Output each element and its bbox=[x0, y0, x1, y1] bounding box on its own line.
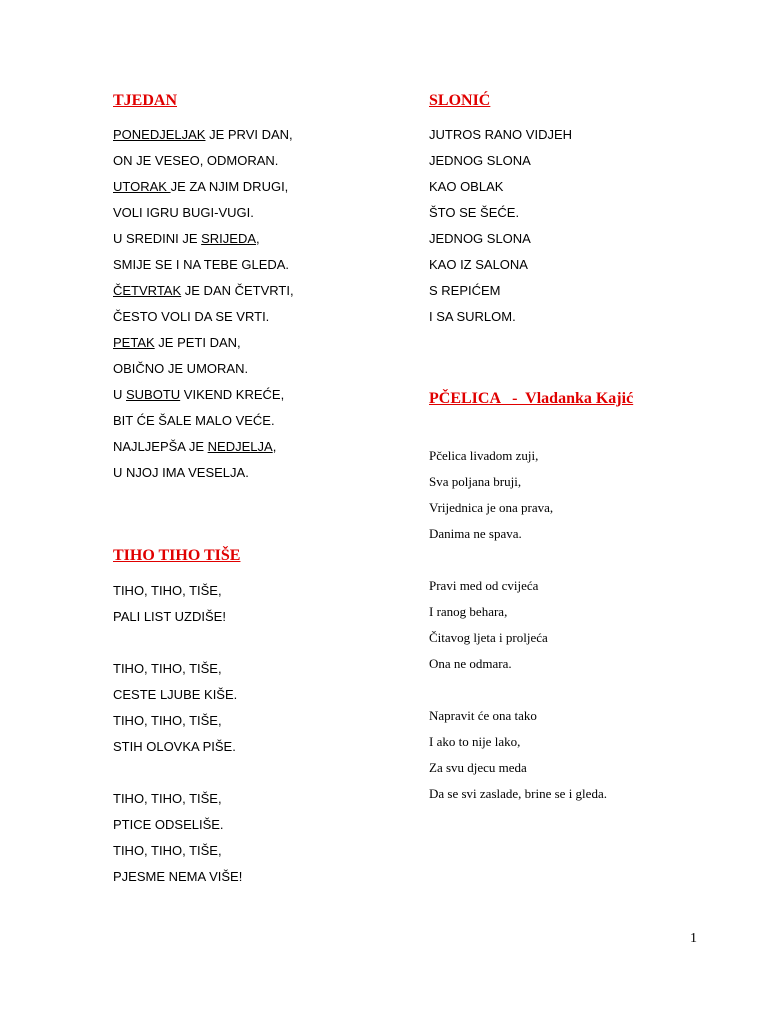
poem-line: Pravi med od cvijeća bbox=[429, 578, 539, 593]
poem-line: ŠTO SE ŠEĆE. bbox=[429, 205, 520, 220]
poem-title-slonic: SLONIĆ bbox=[429, 92, 491, 109]
poem-body-pcelica bbox=[429, 443, 607, 807]
poem-line: U SREDINI JE SRIJEDA, bbox=[113, 231, 260, 246]
poem-line: TIHO, TIHO, TIŠE, bbox=[113, 583, 222, 598]
poem-line: U NJOJ IMA VESELJA. bbox=[113, 465, 249, 480]
poem-line: ČETVRTAK JE DAN ČETVRTI, bbox=[113, 283, 294, 298]
poem-line: JEDNOG SLONA bbox=[429, 231, 531, 246]
poem-title-pcelica: PČELICA - Vladanka Kajić bbox=[429, 390, 634, 407]
poem-line: TIHO, TIHO, TIŠE, bbox=[113, 661, 222, 676]
poem-title-tjedan: TJEDAN bbox=[113, 92, 178, 109]
poem-line: Vrijednica je ona prava, bbox=[429, 500, 554, 515]
poem-line: KAO IZ SALONA bbox=[429, 257, 528, 272]
poem-body-tjedan bbox=[113, 122, 294, 486]
poem-line: ČESTO VOLI DA SE VRTI. bbox=[113, 309, 270, 324]
poem-line: SMIJE SE I NA TEBE GLEDA. bbox=[113, 257, 290, 272]
page-number: 1 bbox=[690, 931, 697, 946]
poem-line: VOLI IGRU BUGI-VUGI. bbox=[113, 205, 254, 220]
poem-line: Ona ne odmara. bbox=[429, 656, 512, 671]
stanza-break bbox=[113, 760, 242, 786]
poem-body-slonic bbox=[429, 122, 572, 330]
poem-line: CESTE LJUBE KIŠE. bbox=[113, 687, 238, 702]
poem-line: ON JE VESEO, ODMORAN. bbox=[113, 153, 279, 168]
poem-line: TIHO, TIHO, TIŠE, bbox=[113, 791, 222, 806]
poem-line: Pčelica livadom zuji, bbox=[429, 448, 539, 463]
poem-line: Čitavog ljeta i proljeća bbox=[429, 630, 548, 645]
poem-line: BIT ĆE ŠALE MALO VEĆE. bbox=[113, 413, 275, 428]
poem-line: PETAK JE PETI DAN, bbox=[113, 335, 241, 350]
poem-line: Danima ne spava. bbox=[429, 526, 522, 541]
poem-line: PONEDJELJAK JE PRVI DAN, bbox=[113, 127, 293, 142]
poem-line: PTICE ODSELIŠE. bbox=[113, 817, 224, 832]
poem-line: I ranog behara, bbox=[429, 604, 508, 619]
poem-line: Sva poljana bruji, bbox=[429, 474, 522, 489]
stanza-break bbox=[113, 630, 242, 656]
poem-line: TIHO, TIHO, TIŠE, bbox=[113, 843, 222, 858]
poem-line: TIHO, TIHO, TIŠE, bbox=[113, 713, 222, 728]
stanza-break bbox=[429, 547, 607, 573]
poem-line: JEDNOG SLONA bbox=[429, 153, 531, 168]
poem-line: KAO OBLAK bbox=[429, 179, 504, 194]
poem-line: Napravit će ona tako bbox=[429, 708, 537, 723]
poem-line: Za svu djecu meda bbox=[429, 760, 527, 775]
poem-line: STIH OLOVKA PIŠE. bbox=[113, 739, 236, 754]
poem-body-tiho bbox=[113, 578, 242, 890]
poem-line: PJESME NEMA VIŠE! bbox=[113, 869, 243, 884]
poem-line: OBIČNO JE UMORAN. bbox=[113, 361, 249, 376]
poem-line: Da se svi zaslade, brine se i gleda. bbox=[429, 786, 607, 801]
poem-line: PALI LIST UZDIŠE! bbox=[113, 609, 226, 624]
poem-title-tiho: TIHO TIHO TIŠE bbox=[113, 547, 241, 564]
poem-line: U SUBOTU VIKEND KREĆE, bbox=[113, 387, 285, 402]
poem-line: I ako to nije lako, bbox=[429, 734, 521, 749]
poem-line: UTORAK JE ZA NJIM DRUGI, bbox=[113, 179, 289, 194]
poem-line: I SA SURLOM. bbox=[429, 309, 516, 324]
poem-line: NAJLJEPŠA JE NEDJELJA, bbox=[113, 439, 277, 454]
poem-line: JUTROS RANO VIDJEH bbox=[429, 127, 573, 142]
poem-line: S REPIĆEM bbox=[429, 283, 501, 298]
stanza-break bbox=[429, 677, 607, 703]
